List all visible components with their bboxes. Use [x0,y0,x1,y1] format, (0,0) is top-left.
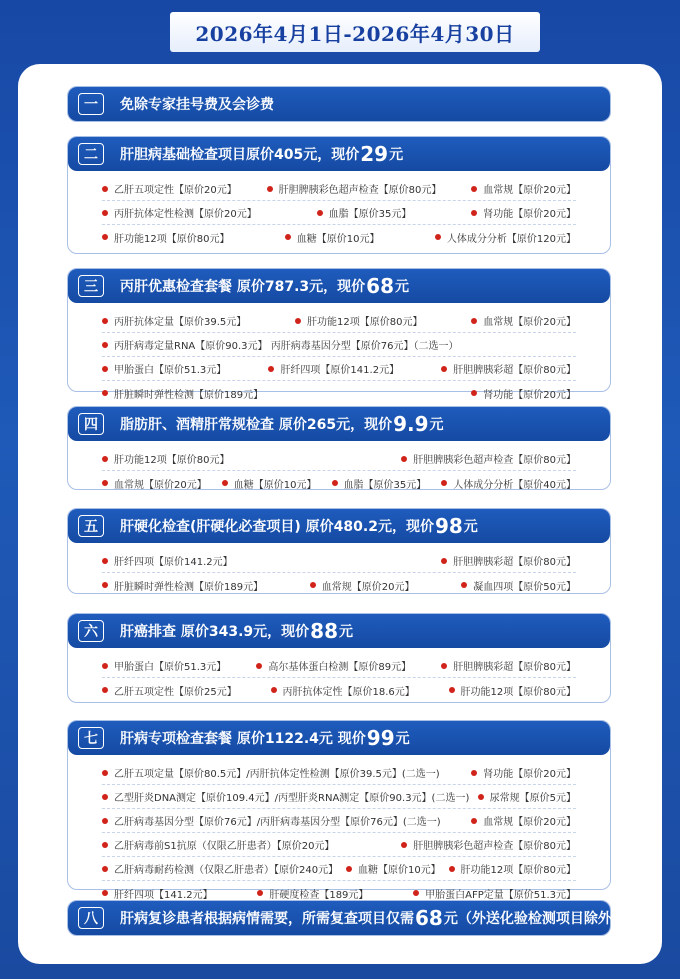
item-label: 肝胆脾胰彩超【原价80元】 [453,557,576,568]
list-item [268,361,399,376]
list-item [102,658,226,673]
list-item [102,230,229,245]
bullet-dot-icon [471,390,477,396]
item-label: 丙肝抗体定量【原价39.5元】 [114,317,247,328]
section-price-unit: 元 [395,731,410,747]
item-label: 血常规【原价20元】 [114,479,207,491]
list-item [317,205,412,220]
list-item [332,476,427,491]
bullet-dot-icon [310,582,316,588]
list-item [222,476,317,491]
section-5 [67,508,611,594]
item-label: 甲胎蛋白AFP定量【原价51.3元】 [425,889,576,901]
item-list [68,303,610,405]
item-label: 血常规【原价20元】 [483,185,576,196]
bullet-dot-icon [102,210,108,216]
bullet-dot-icon [256,663,262,669]
bullet-dot-icon [441,558,447,564]
item-label: 乙肝五项定性【原价20元】 [114,185,237,196]
section-current-price: 88 [310,619,339,643]
item-label: 肝功能12项【原价80元】 [460,686,576,698]
bullet-dot-icon [471,770,477,776]
bullet-dot-icon [461,582,467,588]
item-label: 肾功能【原价20元】 [483,209,576,220]
item-row [102,785,576,809]
section-4 [67,406,611,490]
item-list [68,755,610,905]
bullet-dot-icon [317,210,323,216]
item-row [102,654,576,678]
item-label: 肝功能12项【原价80元】 [114,455,230,466]
bullet-dot-icon [267,186,273,192]
bullet-dot-icon [102,456,108,462]
bullet-dot-icon [449,866,455,872]
item-label: 肾功能【原价20元】 [483,389,576,401]
bullet-dot-icon [102,890,108,896]
item-label: 肝纤四项【141.2元】 [114,889,213,901]
section-price-unit: 元 [429,417,444,433]
section-price-unit: 元 [389,147,404,163]
section-current-price: 68 [366,274,395,298]
list-item [102,337,458,352]
bullet-dot-icon [346,866,352,872]
section-1 [67,86,611,122]
section-price-unit: 元（外送化验检测项目除外） [443,911,626,927]
section-price-unit: 元 [463,519,478,535]
item-label: 肝脏瞬时弹性检测【原价189元】 [114,389,264,401]
list-item [102,386,263,401]
section-current-price: 98 [434,514,463,538]
bullet-dot-icon [332,480,338,486]
section-header [68,137,610,171]
list-item [271,683,415,698]
bullet-dot-icon [102,480,108,486]
item-row [102,201,576,225]
list-item [471,313,576,328]
list-item [401,451,576,466]
item-label: 甲胎蛋白【原价51.3元】 [114,365,227,376]
bullet-dot-icon [102,663,108,669]
list-item [413,886,576,901]
section-number-badge: 八 [78,907,104,929]
list-item [471,205,576,220]
bullet-dot-icon [102,842,108,848]
section-6 [67,613,611,703]
item-label: 肝胆脾胰彩色超声检查【原价80元】 [413,841,576,852]
section-number-badge: 七 [78,727,104,749]
bullet-dot-icon [478,794,484,800]
date-range-banner [170,12,540,52]
bullet-dot-icon [257,890,263,896]
list-item [256,658,411,673]
item-label: 肝胆脾胰彩色超声检查【原价80元】 [413,455,576,466]
bullet-dot-icon [102,234,108,240]
item-label: 血糖【原价10元】 [357,865,441,876]
item-label: 肝纤四项【原价141.2元】 [280,365,400,376]
section-3 [67,268,611,401]
bullet-dot-icon [102,318,108,324]
list-item [102,837,334,852]
list-item [102,683,237,698]
item-label: 肝纤四项【原价141.2元】 [114,557,233,568]
item-row [102,357,576,381]
section-price-unit: 元 [395,279,410,295]
item-label: 血常规【原价20元】 [483,817,576,828]
item-label: 尿常规【原价5元】 [489,793,576,804]
bullet-dot-icon [441,480,447,486]
item-label: 乙肝五项定量【原价80.5元】/丙肝抗体定性检测【原价39.5元】(二选一) [114,769,440,780]
list-item [449,861,576,876]
bullet-dot-icon [401,456,407,462]
section-header [68,269,610,303]
list-item [471,386,576,401]
section-number-badge: 四 [78,413,104,435]
section-title: 肝癌排查 原价343.9元，现价 [120,624,310,640]
list-item [102,765,440,780]
item-label: 乙肝病毒基因分型【原价76元】/丙肝病毒基因分型【原价76元】(二选一) [114,817,441,828]
bullet-dot-icon [413,890,419,896]
bullet-dot-icon [102,186,108,192]
section-title: 肝硬化检查(肝硬化必查项目) 原价480.2元，现价 [120,519,434,535]
bullet-dot-icon [471,210,477,216]
section-current-price: 68 [415,906,443,930]
item-label: 肝功能12项【原价80元】 [114,233,230,245]
item-label: 丙肝抗体定性【原价18.6元】 [282,686,415,698]
bullet-dot-icon [285,234,291,240]
list-item [441,476,576,491]
bullet-dot-icon [102,687,108,693]
item-row [102,447,576,471]
item-list [68,543,610,597]
section-title: 肝胆病基础检查项目原价405元，现价 [120,147,360,163]
section-title: 脂肪肝、酒精肝常规检查 原价265元，现价 [120,417,393,433]
section-header [68,87,610,121]
bullet-dot-icon [449,687,455,693]
section-header [68,614,610,648]
section-header [68,407,610,441]
bullet-dot-icon [441,366,447,372]
list-item [471,765,576,780]
list-item [102,813,441,828]
bullet-dot-icon [222,480,228,486]
section-7 [67,720,611,901]
item-label: 肝胆脾胰彩色超声检查【原价80元】 [278,185,442,196]
list-item [102,578,263,593]
item-label: 血常规【原价20元】 [321,581,415,593]
item-row [102,549,576,573]
item-label: 乙型肝炎DNA测定【原价109.4元】/丙型肝炎RNA测定【原价90.3元】(二选一) [114,793,470,804]
item-list [68,171,610,249]
section-current-price: 99 [366,726,395,750]
list-item [102,861,338,876]
item-label: 血糖【原价10元】 [296,233,380,245]
item-row [102,761,576,785]
section-header [68,901,626,935]
item-label: 肝胆脾胰彩超【原价80元】 [453,365,576,376]
list-item [102,451,229,466]
section-price-unit: 元 [339,624,354,640]
bullet-dot-icon [102,558,108,564]
bullet-dot-icon [271,687,277,693]
list-item [102,553,233,568]
section-header [68,721,610,755]
section-8 [67,900,626,936]
list-item [471,813,576,828]
list-item [102,313,246,328]
item-label: 高尔基体蛋白检测【原价89元】 [268,662,412,673]
bullet-dot-icon [471,186,477,192]
list-item [461,578,576,593]
item-row [102,381,576,405]
item-label: 血常规【原价20元】 [483,317,576,328]
section-title: 肝病复诊患者根据病情需要，所需复查项目仅需 [120,911,414,927]
bullet-dot-icon [295,318,301,324]
section-title: 免除专家挂号费及会诊费 [120,97,274,113]
section-header [68,509,610,543]
list-item [310,578,415,593]
bullet-dot-icon [441,663,447,669]
section-current-price: 9.9 [393,412,429,436]
list-item [441,553,576,568]
section-number-badge: 五 [78,515,104,537]
bullet-dot-icon [268,366,274,372]
item-label: 凝血四项【原价50元】 [473,581,576,593]
item-row [102,678,576,702]
list-item [285,230,380,245]
list-item [449,683,576,698]
list-item [102,181,237,196]
bullet-dot-icon [102,770,108,776]
list-item [102,886,213,901]
bullet-dot-icon [102,582,108,588]
item-row [102,471,576,495]
item-label: 乙肝五项定性【原价25元】 [114,686,237,698]
section-number-badge: 二 [78,143,104,165]
item-label: 丙肝病毒定量RNA【原价90.3元】 丙肝病毒基因分型【原价76元】（二选一） [114,341,459,352]
bullet-dot-icon [435,234,441,240]
item-label: 乙肝病毒前S1抗原（仅限乙肝患者）【原价20元】 [114,841,335,852]
item-row [102,833,576,857]
list-item [471,181,576,196]
section-number-badge: 三 [78,275,104,297]
section-title: 肝病专项检查套餐 原价1122.4元 现价 [120,731,366,747]
section-current-price: 29 [360,142,389,166]
section-2 [67,136,611,254]
item-label: 血脂【原价35元】 [328,209,412,220]
item-label: 人体成分分析【原价120元】 [446,233,576,245]
list-item [102,361,226,376]
item-label: 肝硬度检查【189元】 [269,889,369,901]
bullet-dot-icon [102,866,108,872]
item-label: 肝脏瞬时弹性检测【原价189元】 [114,581,264,593]
item-row [102,573,576,597]
bullet-dot-icon [102,794,108,800]
bullet-dot-icon [102,390,108,396]
item-label: 人体成分分析【原价40元】 [453,479,576,491]
list-item [478,789,576,804]
section-number-badge: 六 [78,620,104,642]
item-label: 肝功能12项【原价80元】 [307,317,423,328]
list-item [401,837,576,852]
list-item [441,658,576,673]
section-title: 丙肝优惠检查套餐 原价787.3元，现价 [120,279,366,295]
item-row [102,809,576,833]
item-label: 甲胎蛋白【原价51.3元】 [114,662,227,673]
list-item [346,861,441,876]
item-list [68,441,610,495]
item-row [102,309,576,333]
item-row [102,177,576,201]
bullet-dot-icon [102,818,108,824]
date-range-text: 2026年4月1日-2026年4月30日 [195,21,515,46]
bullet-dot-icon [471,818,477,824]
item-row [102,333,576,357]
item-label: 乙肝病毒耐药检测（仅限乙肝患者）【原价240元】 [114,865,339,876]
list-item [257,886,368,901]
bullet-dot-icon [102,366,108,372]
section-number-badge: 一 [78,93,104,115]
list-item [267,181,442,196]
list-item [441,361,576,376]
item-label: 肝胆脾胰彩超【原价80元】 [453,662,576,673]
list-item [102,205,257,220]
item-label: 丙肝抗体定性检测【原价20元】 [114,209,257,220]
item-label: 血糖【原价10元】 [233,479,317,491]
bullet-dot-icon [401,842,407,848]
item-row [102,857,576,881]
bullet-dot-icon [102,342,108,348]
list-item [102,476,207,491]
list-item [435,230,576,245]
list-item [102,789,469,804]
bullet-dot-icon [471,318,477,324]
item-label: 肝功能12项【原价80元】 [460,865,576,876]
item-label: 肾功能【原价20元】 [483,769,576,780]
list-item [295,313,422,328]
item-row [102,225,576,249]
item-list [68,648,610,702]
item-label: 血脂【原价35元】 [343,479,427,491]
